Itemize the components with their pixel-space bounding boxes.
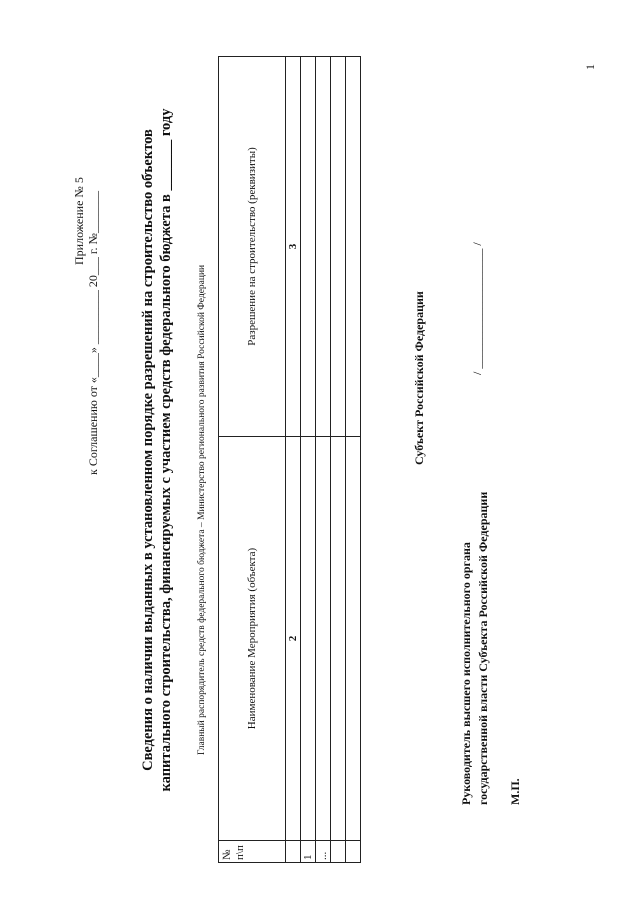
appendix-label: Приложение № 5 — [72, 177, 86, 265]
table-row — [346, 57, 361, 863]
table-cell — [331, 841, 346, 863]
column-index — [286, 841, 301, 863]
table-row — [316, 57, 331, 863]
table-cell — [301, 57, 316, 437]
table-row — [301, 57, 316, 863]
table-header-row — [219, 57, 286, 863]
page-number: 1 — [583, 64, 597, 70]
table-cell — [301, 437, 316, 841]
column-index: 3 — [286, 57, 301, 437]
subject-heading: Субъект Российской Федерации — [412, 291, 426, 465]
header-number: № п\п — [219, 841, 286, 863]
table-cell: ... — [316, 841, 331, 863]
permits-table — [218, 56, 361, 863]
table-cell — [346, 437, 361, 841]
document-title-line-2: капитального строительства, финансируемых с участием средств федерального бюджета в _______ году — [158, 108, 174, 792]
official-title-line-2: государственной власти Субъекта Российской Федерации — [476, 491, 490, 805]
table-cell — [331, 57, 346, 437]
seal-placeholder: М.П. — [508, 778, 522, 805]
chief-budget-manager: Главный распорядитель средств федерального бюджета – Министерство регионального развития Российской Федерации — [197, 264, 207, 755]
table-row — [331, 57, 346, 863]
document-title-line-1: Сведения о наличии выданных в установленном порядке разрешений на строительство объектов — [140, 129, 156, 771]
table-cell — [316, 437, 331, 841]
agreement-line: к Соглашению от «____» _________ 20___ г. №_______ — [86, 191, 100, 475]
table-cell — [346, 841, 361, 863]
column-index: 2 — [286, 437, 301, 841]
table-cell: 1 — [301, 841, 316, 863]
table-cell — [346, 57, 361, 437]
signature-line: / ____________________ / — [470, 242, 484, 375]
column-index-row — [286, 57, 301, 863]
official-title-line-1: Руководитель высшего исполнительного органа — [459, 542, 473, 805]
header-object-name: Наименование Мероприятия (объекта) — [219, 437, 286, 841]
header-permit: Разрешение на строительство (реквизиты) — [219, 57, 286, 437]
table-cell — [331, 437, 346, 841]
table-cell — [316, 57, 331, 437]
